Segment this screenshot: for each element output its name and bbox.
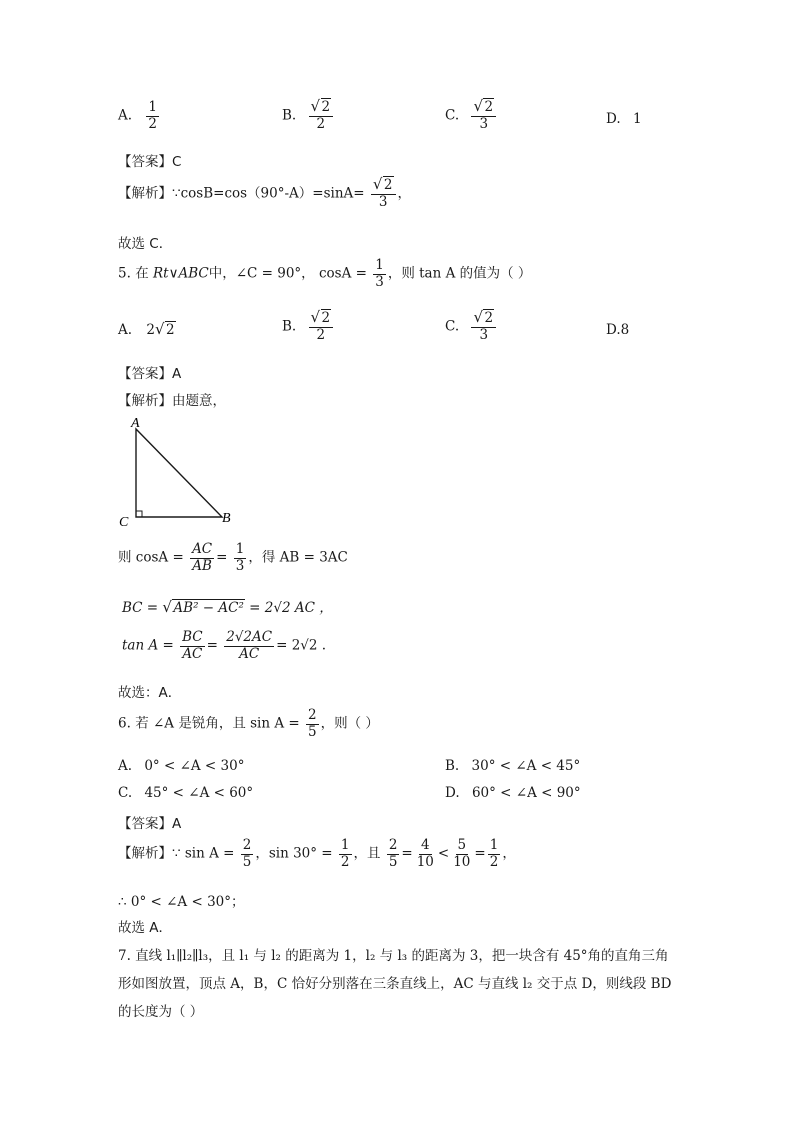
q5-option-b [282, 311, 335, 343]
option-letter: C. [445, 318, 460, 335]
q6-option-b [445, 758, 580, 774]
fraction: $\frac{2}{5}$ [388, 837, 398, 870]
fraction [234, 542, 247, 574]
vertex-label-c: C [119, 515, 129, 530]
option-text: 45° < ∠A < 60° [144, 785, 254, 801]
analysis-label: 【解析】 [118, 185, 172, 202]
q7-line-3: 的长度为（ ） [118, 1004, 204, 1020]
q6-option-a [118, 758, 244, 774]
q5-option-a [118, 322, 176, 338]
option-letter: A. [118, 758, 133, 774]
q5-option-d [606, 322, 629, 338]
q7-line-1: 7. 直线 l₁∥l₂∥l₃，且 l₁ 与 l₂ 的距离为 1，l₂ 与 l₃ 的距离为 3，把一块含有 45°角的直角三角 [118, 948, 669, 964]
q4-option-a [118, 100, 161, 132]
fraction [471, 100, 496, 132]
coefficient: 2 [146, 322, 155, 338]
q4-answer [118, 150, 181, 170]
triangle-shape [136, 429, 222, 517]
denominator: AC [239, 645, 260, 662]
analysis-text: 由题意， [172, 393, 226, 409]
stem-triangle: Rt∨ABC [152, 265, 209, 282]
fraction [371, 178, 396, 210]
q5-analysis [118, 389, 226, 409]
analysis-label: 【解析】 [118, 845, 172, 862]
fraction: $\frac{1}{2}$ [340, 837, 350, 870]
step-text: tan A = [122, 637, 174, 654]
q5-stem [118, 258, 531, 290]
option-letter: D. [606, 111, 621, 127]
option-value: 8 [620, 322, 630, 338]
q5-step1: 则 cosA = $\frac{AC}{AB}$ = $\frac{1}{3}$ ，得 AB = 3AC [118, 541, 348, 574]
step-text: ，得 AB = 3AC [248, 549, 348, 566]
analysis-label: 【解析】 [118, 393, 172, 409]
q5-conclusion: 故选：A． [118, 685, 182, 701]
q4-option-d [606, 111, 642, 127]
q4-analysis: 【解析】∵cosB=cos（90°-A）=sinA= √ $\frac{2}{3}$ ， [118, 178, 411, 210]
numerator: √ 2 [471, 311, 496, 328]
q6-analysis: 【解析】∵ sin A = $\frac{2}{5}$ ，sin 30° = $\frac{1}{2}$ ，且 $\frac{2}{5}$ = $\frac{4}{10}$ < $\frac{5}{10}$ = $\frac{1}{2}$ ， [118, 837, 516, 870]
analysis-text: ，sin 30° = [255, 845, 333, 862]
right-angle-mark [136, 511, 142, 517]
numerator: 1 [235, 541, 245, 557]
answer-label: 【答案】 [118, 816, 172, 832]
stem-text: 在 [135, 265, 149, 282]
vertex-label-b: B [222, 511, 231, 526]
radicand: 2 [165, 322, 175, 338]
vertex-label-a: A [131, 416, 140, 431]
option-letter: B. [445, 758, 460, 774]
q6-stem [118, 708, 379, 740]
answer-value: A [172, 366, 182, 382]
fraction: $\frac{5}{10}$ [453, 837, 471, 870]
q6-conclusion: 故选 A． [118, 920, 173, 936]
fraction [224, 630, 274, 662]
right-triangle-figure [114, 414, 244, 530]
denominator: 3 [235, 557, 245, 574]
numerator: √ 2 [471, 100, 496, 117]
q6-option-c [118, 785, 253, 801]
numerator: 1 [148, 99, 157, 115]
fraction [180, 630, 205, 662]
option-letter: A. [118, 322, 133, 338]
q6-option-d [445, 785, 581, 801]
stem-text: 若 ∠A 是锐角，且 sin A = [135, 715, 300, 732]
fraction: $\frac{4}{10}$ [416, 837, 434, 870]
q4-option-b [282, 100, 335, 132]
option-letter: A. [118, 107, 133, 124]
numerator: 2√2AC [226, 629, 273, 645]
q6-therefore: ∴ 0° < ∠A < 30°； [118, 894, 245, 910]
option-letter: B. [282, 107, 297, 124]
numerator: 1 [375, 257, 384, 273]
fraction [146, 100, 159, 132]
option-letter: C. [118, 785, 133, 801]
analysis-text: ∵ sin A = [172, 845, 235, 862]
denominator: 3 [479, 326, 489, 343]
answer-value: A [172, 816, 182, 832]
fraction [306, 708, 319, 740]
q5-option-c [445, 311, 498, 343]
denominator: 3 [479, 115, 489, 132]
stem-text: 中，∠C = 90°， cosA = [208, 265, 367, 282]
step-text: 则 cosA = [118, 549, 184, 566]
analysis-text: ∵cosB=cos（90°-A）=sinA= [172, 185, 365, 202]
step-text: = 2√2 . [276, 637, 327, 654]
q5-answer [118, 362, 181, 382]
numerator: √ 2 [371, 178, 396, 195]
radicand: AB² − AC² [173, 600, 244, 616]
q4-option-c [445, 100, 498, 132]
fraction [471, 311, 496, 343]
question-number: 6. [118, 715, 131, 732]
numerator: 2 [308, 707, 317, 723]
numerator: √ 2 [309, 100, 334, 117]
stem-text: ，则（ ） [320, 715, 379, 732]
numerator: BC [182, 629, 203, 645]
option-text: 30° < ∠A < 45° [471, 758, 581, 774]
fraction: $\frac{2}{5}$ [242, 837, 252, 870]
denominator: 2 [316, 326, 326, 343]
answer-label: 【答案】 [118, 154, 172, 170]
denominator: AB [192, 557, 212, 574]
question-number: 5. [118, 265, 131, 282]
fraction [373, 258, 386, 290]
option-text: 0° < ∠A < 30° [144, 758, 245, 774]
q4-conclusion: 故选 C． [118, 236, 173, 252]
denominator: 5 [308, 723, 317, 740]
option-letter: B. [282, 318, 297, 335]
denominator: 2 [148, 115, 157, 132]
step-text: = 2√2 AC ， [249, 600, 333, 616]
numerator: AC [192, 541, 213, 557]
q5-step2 [122, 596, 333, 616]
denominator: 2 [316, 115, 326, 132]
denominator: AC [182, 645, 203, 662]
analysis-text: ，且 [353, 845, 381, 862]
answer-label: 【答案】 [118, 366, 172, 382]
denominator: 3 [378, 193, 388, 210]
option-value: 1 [632, 111, 642, 127]
stem-text: ，则 tan A 的值为（ ） [387, 265, 532, 282]
answer-value: C [172, 154, 182, 170]
q6-answer [118, 812, 181, 832]
numerator: √ 2 [309, 311, 334, 328]
q5-step3: tan A = $\frac{BC}{AC}$ = $\frac{2√2AC}{AC}$ = 2√2 . [122, 629, 327, 662]
step-text: BC = [122, 600, 159, 616]
option-letter: D. [606, 322, 621, 338]
fraction: $\frac{1}{2}$ [489, 837, 499, 870]
fraction [190, 542, 214, 574]
q7-line-2: 形如图放置，顶点 A，B，C 恰好分别落在三条直线上，AC 与直线 l₂ 交于点 D，则线段 BD [118, 976, 672, 992]
option-letter: C. [445, 107, 460, 124]
fraction [309, 100, 334, 132]
fraction [309, 311, 334, 343]
denominator: 3 [375, 273, 384, 290]
option-letter: D. [445, 785, 460, 801]
option-text: 60° < ∠A < 90° [471, 785, 581, 801]
